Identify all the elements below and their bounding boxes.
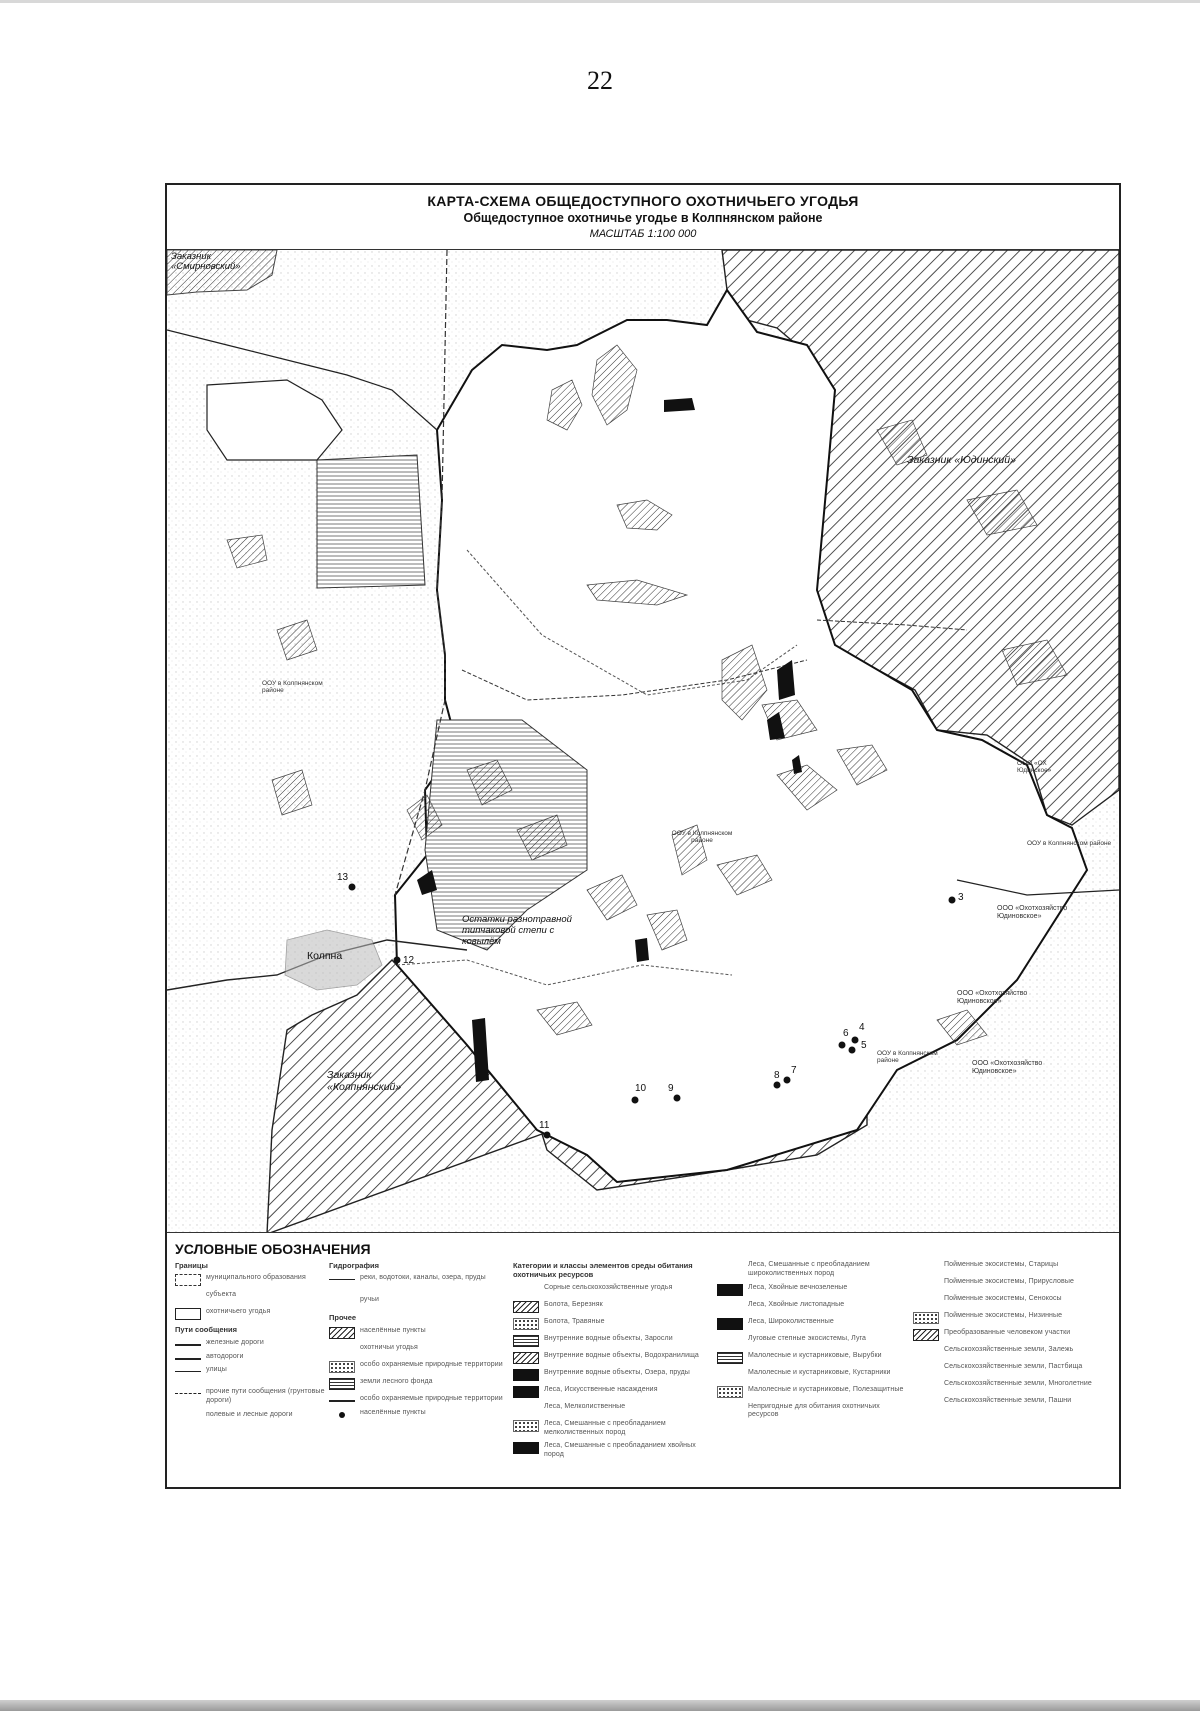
legend-symbol <box>329 1344 355 1356</box>
legend-row <box>913 1312 1113 1324</box>
legend-text: Сельскохозяйственные земли, Многолетние <box>944 1380 1092 1387</box>
legend-row <box>913 1363 1113 1375</box>
label-oou-left: ООУ в Колпнянском районе <box>262 680 323 695</box>
legend-symbol <box>513 1369 539 1381</box>
legend-symbol <box>913 1278 939 1290</box>
legend-text: Сельскохозяйственные земли, Пастбища <box>944 1363 1083 1370</box>
legend-row <box>329 1409 509 1418</box>
legend-text: Пойменные экосистемы, Сенокосы <box>944 1295 1062 1302</box>
legend-text: Пойменные экосистемы, Старицы <box>944 1261 1059 1268</box>
legend-row <box>175 1291 325 1303</box>
legend-symbol <box>717 1284 743 1296</box>
legend-text: населённые пункты <box>360 1408 426 1416</box>
legend-symbol <box>913 1312 939 1324</box>
legend-symbol <box>329 1296 355 1308</box>
legend-row <box>717 1335 907 1347</box>
point-label-10: 10 <box>635 1083 647 1094</box>
legend-text: Леса, Смешанные с преобладанием мелколиственных пород <box>544 1419 666 1436</box>
legend-symbol <box>513 1335 539 1347</box>
point-label-9: 9 <box>668 1083 674 1094</box>
legend-symbol <box>913 1363 939 1375</box>
label-ooo-bottom-right: ООО «Охотхозяйство Юдиновское» <box>972 1060 1043 1076</box>
map-canvas <box>167 249 1119 1233</box>
legend-symbol <box>913 1346 939 1358</box>
map-sheet <box>165 183 1121 1489</box>
legend-text: Леса, Хвойные вечнозеленые <box>748 1283 848 1291</box>
legend-text: реки, водотоки, каналы, озера, пруды <box>360 1274 486 1282</box>
legend-row <box>513 1284 713 1296</box>
legend-symbol <box>175 1291 201 1303</box>
page-number: 22 <box>587 66 613 95</box>
legend-symbol <box>717 1352 743 1364</box>
legend-text: особо охраняемые природные территории <box>360 1394 503 1402</box>
legend-head-categories: Категории и классы элементов среды обитания охотничьих ресурсов <box>513 1261 693 1280</box>
legend-symbol-point <box>339 1412 345 1418</box>
legend-text: Сорные сельскохозяйственные угодья <box>544 1283 673 1291</box>
point-label-6: 6 <box>843 1028 849 1039</box>
legend-row <box>513 1442 713 1460</box>
legend-symbol <box>717 1318 743 1330</box>
legend-symbol <box>717 1301 743 1313</box>
legend-text: Пойменные экосистемы, Низинные <box>944 1312 1063 1319</box>
legend-symbol <box>513 1442 539 1454</box>
point-label-8: 8 <box>774 1070 780 1081</box>
legend-text: охотничьего угодья <box>206 1308 271 1316</box>
legend-text: железные дороги <box>206 1338 264 1346</box>
legend-row <box>329 1274 509 1291</box>
legend-symbol <box>913 1380 939 1392</box>
legend-text: субъекта <box>206 1291 237 1299</box>
point-label-12: 12 <box>403 955 415 966</box>
label-ooo-mid-right: ООО «Охотхозяйство Юдиновское» <box>997 905 1068 921</box>
legend-symbol <box>913 1397 939 1409</box>
legend-col-hydro-other <box>329 1261 509 1423</box>
label-oou-bottom-right: ООУ в Колпнянском районе <box>877 1050 938 1065</box>
legend-text: Преобразованные человеком участки <box>944 1329 1071 1336</box>
map-subtitle: Общедоступное охотничье угодье в Колпнянском районе <box>463 211 823 225</box>
legend-symbol <box>329 1378 355 1390</box>
label-oou-center: ООУ в Колпнянском районе <box>671 830 733 845</box>
legend-row <box>717 1352 907 1364</box>
legend-text: Леса, Искусственные насаждения <box>544 1385 658 1393</box>
legend-row <box>913 1346 1113 1358</box>
point-label-13: 13 <box>337 872 349 883</box>
legend-text: ручьи <box>360 1296 380 1304</box>
point-label-11: 11 <box>539 1120 550 1131</box>
legend-symbol <box>175 1371 201 1383</box>
legend-symbol <box>329 1361 355 1373</box>
legend-symbol <box>513 1352 539 1364</box>
legend-row <box>175 1308 325 1320</box>
point-label-4: 4 <box>859 1022 865 1033</box>
legend-text: Малолесные и кустарниковые, Кустарники <box>748 1368 891 1376</box>
legend-row <box>175 1353 325 1362</box>
label-zakaznik-smirnovsky: Заказник «Смирновский» <box>171 251 241 273</box>
legend-text: Леса, Смешанные с преобладанием широколиственных пород <box>748 1261 870 1277</box>
scan-edge-top <box>0 0 1200 3</box>
legend-text: Малолесные и кустарниковые, Полезащитные <box>748 1385 904 1393</box>
legend-row <box>717 1261 907 1279</box>
legend-text: земли лесного фонда <box>360 1377 433 1385</box>
legend-symbol <box>513 1318 539 1330</box>
legend-symbol <box>329 1400 355 1402</box>
legend-row <box>513 1386 713 1398</box>
label-town-kolpna: Колпна <box>307 950 343 962</box>
label-zakaznik-yudinsky: Заказник «Юдинский» <box>907 454 1016 466</box>
legend-symbol <box>513 1284 539 1296</box>
map-scale: МАСШТАБ 1:100 000 <box>589 228 697 240</box>
legend-row <box>329 1395 509 1404</box>
legend-row <box>329 1361 509 1373</box>
legend-text: автодороги <box>206 1352 244 1360</box>
legend-symbol <box>513 1403 539 1415</box>
legend-head-roads: Пути сообщения <box>175 1325 238 1335</box>
legend-symbol <box>175 1274 201 1286</box>
legend <box>167 1235 1119 1487</box>
legend-head-borders: Границы <box>175 1261 208 1270</box>
point-label-3: 3 <box>958 892 964 903</box>
legend-text: Леса, Хвойные листопадные <box>748 1300 845 1308</box>
legend-text: улицы <box>206 1366 227 1374</box>
legend-symbol <box>913 1329 939 1341</box>
legend-text: Внутренние водные объекты, Заросли <box>544 1334 673 1342</box>
legend-symbol <box>329 1279 355 1291</box>
point-label-5: 5 <box>861 1040 867 1051</box>
legend-text: полевые и лесные дороги <box>206 1410 293 1418</box>
legend-col-floodplain-agri <box>913 1261 1113 1414</box>
legend-symbol <box>717 1369 743 1381</box>
legend-text: охотничьи угодья <box>360 1343 418 1351</box>
legend-text: Непригодные для обитания охотничьих ресурсов <box>748 1402 880 1419</box>
legend-row <box>913 1295 1113 1307</box>
legend-text: Малолесные и кустарниковые, Вырубки <box>748 1351 882 1359</box>
label-ooo-lower-right: ООО «Охотхозяйство Юдиновское» <box>957 990 1028 1006</box>
legend-row <box>329 1327 509 1339</box>
legend-symbol <box>329 1327 355 1339</box>
legend-symbol <box>175 1308 201 1320</box>
legend-symbol <box>717 1335 743 1347</box>
legend-row <box>175 1274 325 1286</box>
legend-symbol <box>175 1411 201 1423</box>
field-north <box>317 455 425 588</box>
legend-row <box>329 1296 509 1308</box>
label-zakaznik-kolpnyansky: Заказник «Колпнянский» <box>327 1069 402 1093</box>
legend-row <box>913 1329 1113 1341</box>
legend-symbol <box>913 1295 939 1307</box>
legend-text: муниципального образования <box>206 1274 306 1282</box>
legend-row <box>913 1380 1113 1392</box>
legend-symbol <box>513 1386 539 1398</box>
legend-text: Болота, Травяные <box>544 1317 605 1325</box>
legend-text: населённые пункты <box>360 1326 426 1334</box>
legend-text: прочие пути сообщения (грунтовые дороги) <box>206 1388 325 1404</box>
legend-row <box>913 1397 1113 1409</box>
legend-symbol <box>175 1393 201 1405</box>
legend-title: УСЛОВНЫЕ ОБОЗНАЧЕНИЯ <box>175 1241 371 1257</box>
legend-row <box>913 1261 1113 1273</box>
legend-col-categories <box>513 1261 713 1465</box>
legend-row <box>717 1318 907 1330</box>
legend-text: Сельскохозяйственные земли, Пашни <box>944 1397 1072 1404</box>
label-oou-right: ООУ в Колпнянском районе <box>1027 840 1112 847</box>
legend-row <box>717 1369 907 1381</box>
legend-row <box>513 1301 713 1313</box>
legend-row <box>513 1403 713 1415</box>
map-title: КАРТА-СХЕМА ОБЩЕДОСТУПНОГО ОХОТНИЧЬЕГО УГОДЬЯ <box>427 193 859 209</box>
legend-symbol <box>513 1301 539 1313</box>
map-title-block <box>167 193 1119 240</box>
scan-edge-bottom <box>0 1700 1200 1711</box>
legend-row <box>175 1388 325 1406</box>
legend-row <box>717 1301 907 1313</box>
legend-symbol <box>717 1261 743 1273</box>
legend-row <box>175 1411 325 1423</box>
legend-text: Леса, Мелколиственные <box>544 1402 626 1410</box>
legend-row <box>513 1318 713 1330</box>
legend-col-forests <box>717 1261 907 1425</box>
legend-symbol <box>175 1358 201 1360</box>
label-steppe-remnants: Остатки разнотравной типчаковой степи с ковылём <box>462 914 572 947</box>
legend-text: Луговые степные экосистемы, Луга <box>748 1334 867 1342</box>
legend-row <box>329 1378 509 1390</box>
legend-symbol <box>717 1386 743 1398</box>
legend-text: Сельскохозяйственные земли, Залежь <box>944 1346 1074 1353</box>
legend-symbol <box>913 1261 939 1273</box>
legend-text: Леса, Широколиственные <box>748 1317 834 1325</box>
point-label-7: 7 <box>791 1065 797 1076</box>
legend-row <box>513 1335 713 1347</box>
legend-row <box>717 1403 907 1421</box>
legend-text: особо охраняемые природные территории <box>360 1360 503 1368</box>
legend-row <box>329 1344 509 1356</box>
legend-text: Болота, Березняк <box>544 1300 603 1308</box>
legend-text: Леса, Смешанные с преобладанием хвойных пород <box>544 1442 696 1458</box>
legend-row <box>717 1386 907 1398</box>
legend-row <box>717 1284 907 1296</box>
legend-row <box>513 1352 713 1364</box>
legend-head-hydro: Гидрография <box>329 1261 380 1270</box>
legend-row <box>513 1420 713 1438</box>
legend-text: Пойменные экосистемы, Прирусловые <box>944 1278 1074 1285</box>
legend-symbol <box>717 1403 743 1415</box>
legend-symbol <box>513 1420 539 1432</box>
legend-symbol <box>175 1344 201 1346</box>
legend-row <box>175 1339 325 1348</box>
label-ooo-top-right: ООО «ОХ Юдинское» <box>1017 760 1052 775</box>
legend-row <box>175 1366 325 1383</box>
legend-text: Внутренние водные объекты, Водохранилища <box>544 1351 699 1359</box>
legend-col-borders-roads <box>175 1261 325 1428</box>
legend-row <box>513 1369 713 1381</box>
legend-row <box>913 1278 1113 1290</box>
legend-text: Внутренние водные объекты, Озера, пруды <box>544 1368 690 1376</box>
legend-head-other: Прочее <box>329 1313 357 1323</box>
